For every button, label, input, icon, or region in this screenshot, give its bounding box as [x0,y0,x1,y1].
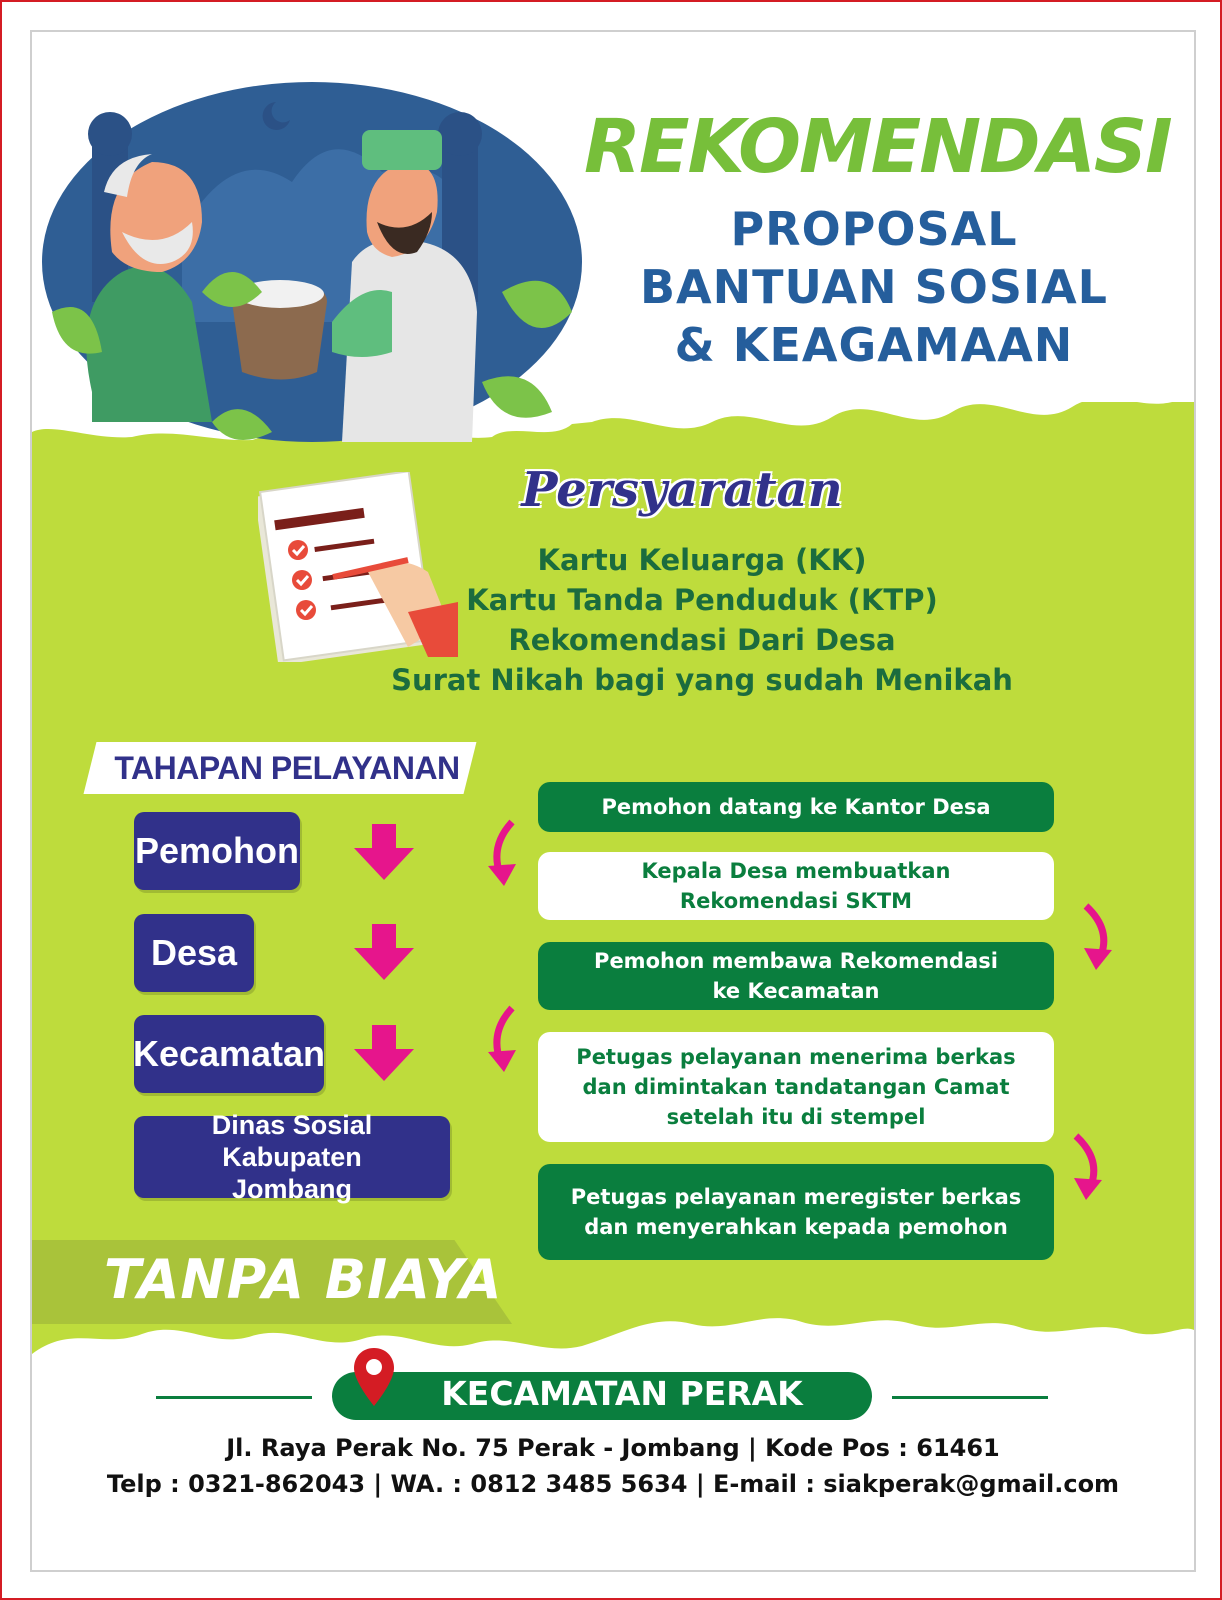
main-title: REKOMENDASI [584,104,1171,190]
subtitle-line-3: & KEAGAMAAN [674,318,1074,372]
fee-label: TANPA BIAYA [104,1248,503,1311]
contact-line: Telp : 0321-862043 | WA. : 0812 3485 5634 | E-mail : siakperak@gmail.com [106,1470,1120,1498]
procedure-step-4: Petugas pelayanan menerima berkas dan dimintakan tandatangan Camat setelah itu di stempel [538,1032,1054,1142]
stage-dinas-sosial: Dinas Sosial Kabupaten Jombang [134,1116,450,1198]
requirements-heading: Persyaratan [521,462,843,518]
stages-heading: TAHAPAN PELAYANAN [114,750,460,786]
subtitle-line-1: PROPOSAL [730,202,1018,256]
procedure-step-3: Pemohon membawa Rekomendasi ke Kecamatan [538,942,1054,1010]
stage-kecamatan: Kecamatan [134,1015,324,1093]
curved-arrow-icon [1062,1132,1112,1202]
charity-illustration [32,62,592,462]
arrow-down-icon [354,924,414,980]
poster [30,30,1196,1572]
curved-arrow-icon [482,818,532,888]
requirement-item: Kartu Keluarga (KK) [537,543,867,577]
stage-pemohon: Pemohon [134,812,300,890]
requirement-item: Kartu Tanda Penduduk (KTP) [466,583,938,617]
divider-right [892,1396,1048,1399]
subtitle-line-2: BANTUAN SOSIAL [640,260,1108,314]
address-line: Jl. Raya Perak No. 75 Perak - Jombang | Kode Pos : 61461 [226,1434,1000,1462]
curved-arrow-icon [1072,902,1122,972]
curved-arrow-icon [482,1004,532,1074]
requirement-item: Rekomendasi Dari Desa [508,623,896,657]
requirement-item: Surat Nikah bagi yang sudah Menikah [391,663,1013,697]
arrow-down-icon [354,1025,414,1081]
procedure-step-1: Pemohon datang ke Kantor Desa [538,782,1054,832]
procedure-step-2: Kepala Desa membuatkan Rekomendasi SKTM [538,852,1054,920]
office-name: KECAMATAN PERAK [441,1374,803,1413]
procedure-step-5: Petugas pelayanan meregister berkas dan menyerahkan kepada pemohon [538,1164,1054,1260]
stage-desa: Desa [134,914,254,992]
arrow-down-icon [354,824,414,880]
divider-left [156,1396,312,1399]
